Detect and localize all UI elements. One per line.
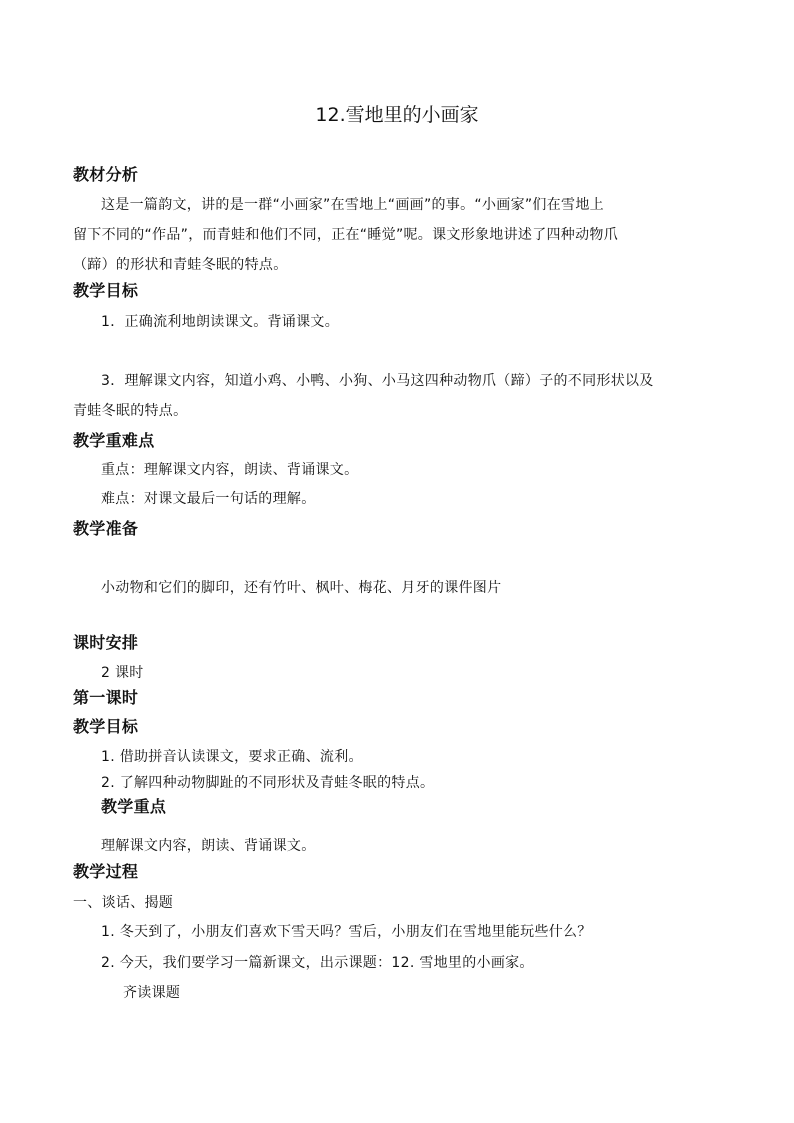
- goal-item-continuation: 青蛙冬眠的特点。: [73, 403, 188, 419]
- document-title: 12.雪地里的小画家: [315, 104, 479, 126]
- key-points-heading: 教学重难点: [73, 431, 155, 450]
- preparation-heading: 教学准备: [73, 519, 139, 538]
- analysis-text-line: 留下不同的“作品”，而青蛙和他们不同，正在“睡觉”呢。课文形象地讲述了四种动物爪: [73, 227, 619, 243]
- goals-heading: 教学目标: [73, 281, 139, 300]
- analysis-text-line: 这是一篇韵文，讲的是一群“小画家”在雪地上“画画”的事。“小画家”们在雪地上: [101, 197, 604, 213]
- analysis-heading: 教材分析: [73, 165, 139, 184]
- process-item-sub: 齐读课题: [123, 985, 181, 1001]
- schedule-text: 2 课时: [101, 665, 144, 681]
- lesson1-key-text: 理解课文内容，朗读、背诵课文。: [101, 838, 316, 854]
- process-item: 2. 今天，我们要学习一篇新课文，出示课题：12. 雪地里的小画家。: [101, 955, 534, 971]
- schedule-heading: 课时安排: [73, 633, 139, 652]
- lesson1-heading: 第一课时: [73, 688, 139, 707]
- goal-item: 3．理解课文内容，知道小鸡、小鸭、小狗、小马这四种动物爪（蹄）子的不同形状以及: [101, 373, 654, 389]
- process-item: 1. 冬天到了，小朋友们喜欢下雪天吗？雪后，小朋友们在雪地里能玩些什么？: [101, 924, 592, 940]
- goal-item: 1．正确流利地朗读课文。背诵课文。: [101, 314, 340, 330]
- analysis-text-line: （蹄）的形状和青蛙冬眠的特点。: [73, 257, 288, 273]
- key-point-text: 重点：理解课文内容，朗读、背诵课文。: [101, 462, 359, 478]
- lesson1-goal-item: 1. 借助拼音认读课文，要求正确、流利。: [101, 749, 363, 765]
- lesson1-goals-heading: 教学目标: [73, 717, 139, 736]
- preparation-text: 小动物和它们的脚印，还有竹叶、枫叶、梅花、月牙的课件图片: [101, 580, 502, 596]
- difficult-point-text: 难点：对课文最后一句话的理解。: [101, 491, 316, 507]
- lesson1-goal-item: 2. 了解四种动物脚趾的不同形状及青蛙冬眠的特点。: [101, 775, 435, 791]
- process-step: 一、谈话、揭题: [73, 895, 174, 911]
- process-heading: 教学过程: [73, 862, 139, 881]
- lesson1-key-heading: 教学重点: [101, 797, 167, 816]
